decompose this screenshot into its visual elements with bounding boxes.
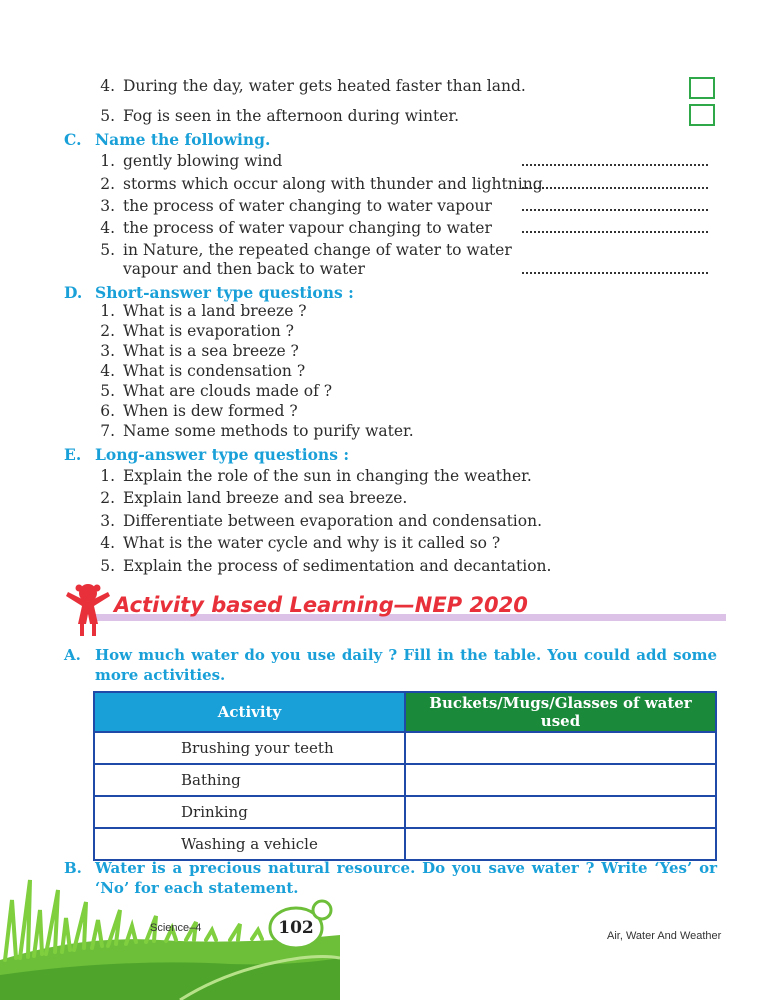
water-used-cell[interactable]	[405, 732, 716, 764]
girl-figure-icon	[58, 580, 116, 638]
table-header-row	[94, 692, 716, 732]
header-water-used: Buckets/Mugs/Glasses of water used	[405, 692, 716, 732]
table-row	[94, 764, 716, 796]
answer-box-4[interactable]	[689, 77, 715, 99]
water-used-cell[interactable]	[405, 796, 716, 828]
activity-cell: Bathing	[94, 764, 405, 796]
answer-line-c4[interactable]	[522, 229, 708, 233]
answer-line-c3[interactable]	[522, 207, 708, 211]
header-activity: Activity	[94, 692, 405, 732]
activity-cell: Washing a vehicle	[94, 828, 405, 860]
water-used-cell[interactable]	[405, 764, 716, 796]
water-used-cell[interactable]	[405, 828, 716, 860]
answer-box-5[interactable]	[689, 104, 715, 126]
page-number: 102	[278, 918, 314, 938]
answer-line-c1[interactable]	[522, 162, 708, 166]
water-usage-table	[93, 691, 717, 861]
table-row	[94, 732, 716, 764]
answer-line-c2[interactable]	[522, 185, 708, 189]
activity-title: Activity based Learning—NEP 2020	[114, 593, 528, 617]
activity-cell: Drinking	[94, 796, 405, 828]
table-row	[94, 796, 716, 828]
footer-subject: Science–4	[150, 922, 202, 934]
activity-cell: Brushing your teeth	[94, 732, 405, 764]
footer-chapter: Air, Water And Weather	[607, 930, 722, 942]
answer-line-c5[interactable]	[522, 270, 708, 274]
